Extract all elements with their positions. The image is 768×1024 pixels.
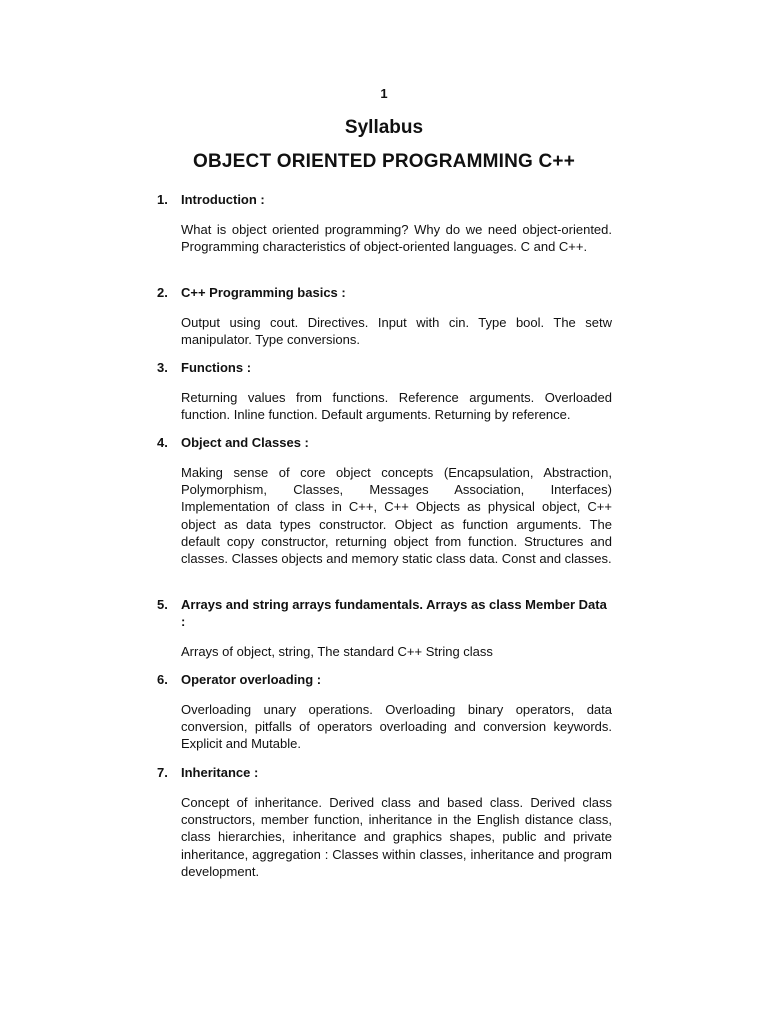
section-number: 4. bbox=[157, 435, 168, 450]
section-heading bbox=[157, 191, 612, 208]
section-arrays bbox=[157, 596, 612, 660]
section-heading bbox=[157, 434, 612, 451]
section-heading bbox=[157, 596, 612, 630]
section-heading-text: Operator overloading : bbox=[181, 672, 322, 687]
section-number: 3. bbox=[157, 360, 168, 375]
section-object-classes bbox=[157, 434, 612, 567]
section-number: 5. bbox=[157, 597, 168, 612]
section-body: Making sense of core object concepts (Encapsulation, Abstraction, Polymorphism, Classes, Messages Association, Interfaces) Implementation of class in C++, C++ Objects as physical object, C++ object as data types constructor. Object as function arguments. The default copy constructor, returning object from function. Structures and classes. Classes objects and memory static class data. Const and classes. bbox=[181, 465, 612, 567]
course-title: OBJECT ORIENTED PROGRAMMING C++ bbox=[192, 151, 576, 172]
section-heading-text: C++ Programming basics : bbox=[181, 285, 346, 300]
page-title: Syllabus bbox=[344, 117, 424, 138]
section-body: Returning values from functions. Reference arguments. Overloaded function. Inline function. Default arguments. Returning by reference. bbox=[181, 390, 612, 423]
section-operator-overloading bbox=[157, 671, 612, 753]
section-heading-text: Introduction : bbox=[181, 192, 265, 207]
section-heading bbox=[157, 671, 612, 688]
section-functions bbox=[157, 359, 612, 423]
section-body: Output using cout. Directives. Input with cin. Type bool. The setw manipulator. Type conversions. bbox=[181, 315, 612, 348]
section-number: 2. bbox=[157, 285, 168, 300]
section-inheritance bbox=[157, 764, 612, 880]
section-heading-text: Object and Classes : bbox=[181, 435, 309, 450]
section-body: Concept of inheritance. Derived class and based class. Derived class constructors, member function, inheritance in the English distance class, class hierarchies, inheritance and graphics shapes, public and private inheritance, aggregation : Classes within classes, inheritance and program development. bbox=[181, 795, 612, 879]
section-heading bbox=[157, 284, 612, 301]
section-body: What is object oriented programming? Why do we need object-oriented. Programming characteristics of object-oriented languages. C and C++. bbox=[181, 222, 612, 255]
section-body: Overloading unary operations. Overloading binary operators, data conversion, pitfalls of operators overloading and conversion keywords. Explicit and Mutable. bbox=[181, 702, 612, 752]
page-number: 1 bbox=[380, 86, 388, 101]
section-body: Arrays of object, string, The standard C++ String class bbox=[181, 644, 493, 659]
section-heading-text: Arrays and string arrays fundamentals. Arrays as class Member Data : bbox=[181, 597, 607, 629]
section-introduction bbox=[157, 191, 612, 255]
section-heading bbox=[157, 359, 612, 376]
section-number: 6. bbox=[157, 672, 168, 687]
section-heading-text: Inheritance : bbox=[181, 765, 259, 780]
section-number: 7. bbox=[157, 765, 168, 780]
section-heading-text: Functions : bbox=[181, 360, 252, 375]
section-number: 1. bbox=[157, 192, 168, 207]
section-cpp-basics bbox=[157, 284, 612, 348]
section-heading bbox=[157, 764, 612, 781]
